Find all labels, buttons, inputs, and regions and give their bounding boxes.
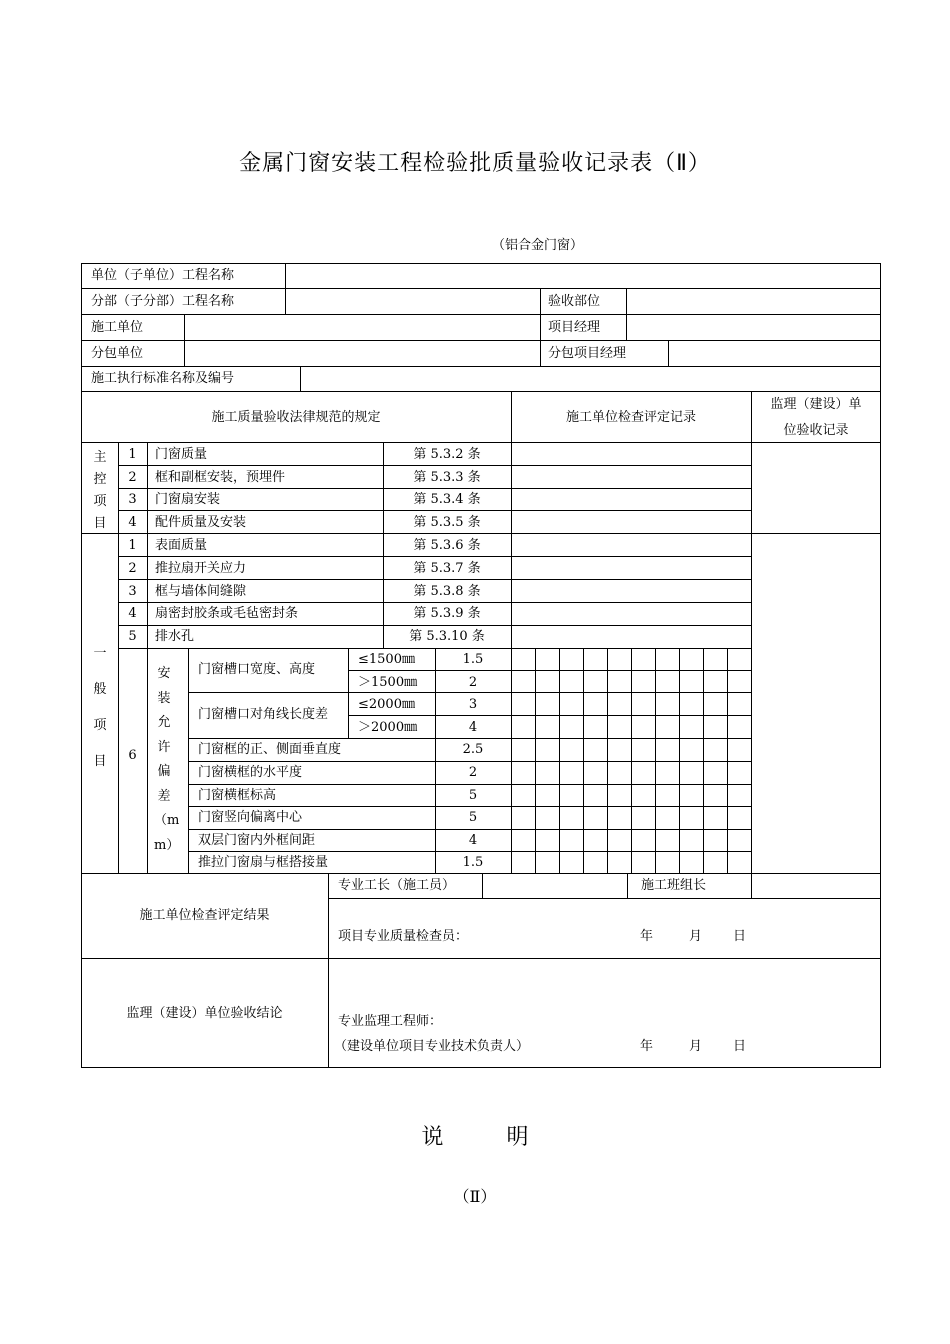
supervision-column-header-line1: 监理（建设）单 xyxy=(770,397,862,412)
val-a1: 1.5 xyxy=(462,652,484,667)
main-row-1-name: 门窗质量 xyxy=(155,447,208,462)
tolerance-row-4-value: 5 xyxy=(468,810,478,825)
sub-project-label: 分部（子分部）工程名称 xyxy=(91,294,235,309)
cond-a2: ＞1500㎜ xyxy=(358,675,418,690)
general-items-group-label: 一 般 项 目 xyxy=(93,646,107,769)
general-row-4-clause: 第 5.3.9 条 xyxy=(413,606,481,621)
subcontract-unit-label: 分包单位 xyxy=(91,346,144,361)
notes-subtitle: （Ⅱ） xyxy=(453,1187,497,1206)
tolerance-row-3-name: 门窗横框标高 xyxy=(198,788,277,803)
foreman-label: 专业工长（施工员） xyxy=(338,878,456,893)
main-row-1-no: 1 xyxy=(128,447,137,462)
general-row-3-clause: 第 5.3.8 条 xyxy=(413,584,481,599)
tolerance-row-1-name: 门窗框的正、侧面垂直度 xyxy=(198,742,342,757)
result-day: 日 xyxy=(733,929,747,944)
page-subtitle: （铝合金门窗） xyxy=(492,238,584,253)
acceptance-part-label: 验收部位 xyxy=(548,294,601,309)
val-a2: 2 xyxy=(468,675,478,690)
main-row-2-clause: 第 5.3.3 条 xyxy=(413,470,481,485)
cond-b2: ＞2000㎜ xyxy=(358,720,418,735)
main-row-3-name: 门窗扇安装 xyxy=(155,492,221,507)
notes-title: 说 明 xyxy=(421,1125,557,1150)
tolerance-row-6-value: 1.5 xyxy=(462,855,484,870)
tolerance-no: 6 xyxy=(128,748,137,763)
engineer-label: 专业监理工程师： xyxy=(338,1014,443,1029)
main-row-2-no: 2 xyxy=(128,470,137,485)
inspector-label: 项目专业质量检查员： xyxy=(338,929,469,944)
tolerance-row-4-name: 门窗竖向偏离中心 xyxy=(198,810,303,825)
check-column-header: 施工单位检查评定记录 xyxy=(565,410,696,425)
cond-b1: ≤2000㎜ xyxy=(358,697,415,712)
val-b2: 4 xyxy=(468,720,478,735)
conclusion-month: 月 xyxy=(689,1039,703,1054)
spec-column-header: 施工质量验收法律规范的规定 xyxy=(211,410,381,425)
supervision-column-header-line2: 位验收记录 xyxy=(783,423,849,438)
construction-unit-label: 施工单位 xyxy=(91,320,144,335)
general-row-2-clause: 第 5.3.7 条 xyxy=(413,561,481,576)
general-row-5-clause: 第 5.3.10 条 xyxy=(409,629,485,644)
main-row-3-clause: 第 5.3.4 条 xyxy=(413,492,481,507)
owner-label: （建设单位项目专业技术负责人） xyxy=(334,1039,530,1054)
general-row-4-name: 扇密封胶条或毛毡密封条 xyxy=(155,606,299,621)
conclusion-year: 年 xyxy=(640,1039,654,1054)
tolerance-group-label: 安 装 允 许 偏 差 （m m） xyxy=(154,666,180,853)
tolerance-row-2-name: 门窗横框的水平度 xyxy=(198,765,303,780)
main-row-4-clause: 第 5.3.5 条 xyxy=(413,515,481,530)
general-row-5-name: 排水孔 xyxy=(155,629,195,644)
tolerance-row-3-value: 5 xyxy=(468,788,478,803)
main-row-3-no: 3 xyxy=(128,492,137,507)
general-row-2-name: 推拉扇开关应力 xyxy=(155,561,247,576)
cond-a1: ≤1500㎜ xyxy=(358,652,415,667)
team-leader-label: 施工班组长 xyxy=(641,878,707,893)
result-label: 施工单位检查评定结果 xyxy=(139,908,270,923)
page-title: 金属门窗安装工程检验批质量验收记录表（Ⅱ） xyxy=(239,151,711,176)
result-year: 年 xyxy=(640,929,654,944)
main-items-group-label: 主 控 项 目 xyxy=(93,450,107,531)
tolerance-row-6-name: 推拉门窗扇与框搭接量 xyxy=(198,855,329,870)
slot-diagonal-label: 门窗槽口对角线长度差 xyxy=(198,707,329,722)
general-row-3-no: 3 xyxy=(128,584,137,599)
subcontract-manager-label: 分包项目经理 xyxy=(548,346,627,361)
general-row-4-no: 4 xyxy=(128,606,137,621)
conclusion-day: 日 xyxy=(733,1039,747,1054)
main-row-4-name: 配件质量及安装 xyxy=(155,515,247,530)
general-row-5-no: 5 xyxy=(128,629,137,644)
slot-width-label: 门窗槽口宽度、高度 xyxy=(198,662,316,677)
main-row-4-no: 4 xyxy=(128,515,137,530)
unit-project-label: 单位（子单位）工程名称 xyxy=(91,268,235,283)
general-row-1-name: 表面质量 xyxy=(155,538,208,553)
val-b1: 3 xyxy=(468,697,478,712)
result-month: 月 xyxy=(689,929,703,944)
general-row-2-no: 2 xyxy=(128,561,137,576)
main-row-1-clause: 第 5.3.2 条 xyxy=(413,447,481,462)
main-row-2-name: 框和副框安装，预埋件 xyxy=(155,470,286,485)
tolerance-row-1-value: 2.5 xyxy=(462,742,484,757)
general-row-3-name: 框与墙体间缝隙 xyxy=(155,584,247,599)
tolerance-row-5-name: 双层门窗内外框间距 xyxy=(198,833,316,848)
tolerance-row-2-value: 2 xyxy=(468,765,478,780)
tolerance-row-5-value: 4 xyxy=(468,833,478,848)
general-row-1-clause: 第 5.3.6 条 xyxy=(413,538,481,553)
project-manager-label: 项目经理 xyxy=(548,320,601,335)
standard-label: 施工执行标准名称及编号 xyxy=(91,371,235,386)
conclusion-label: 监理（建设）单位验收结论 xyxy=(126,1006,283,1021)
general-row-1-no: 1 xyxy=(128,538,137,553)
